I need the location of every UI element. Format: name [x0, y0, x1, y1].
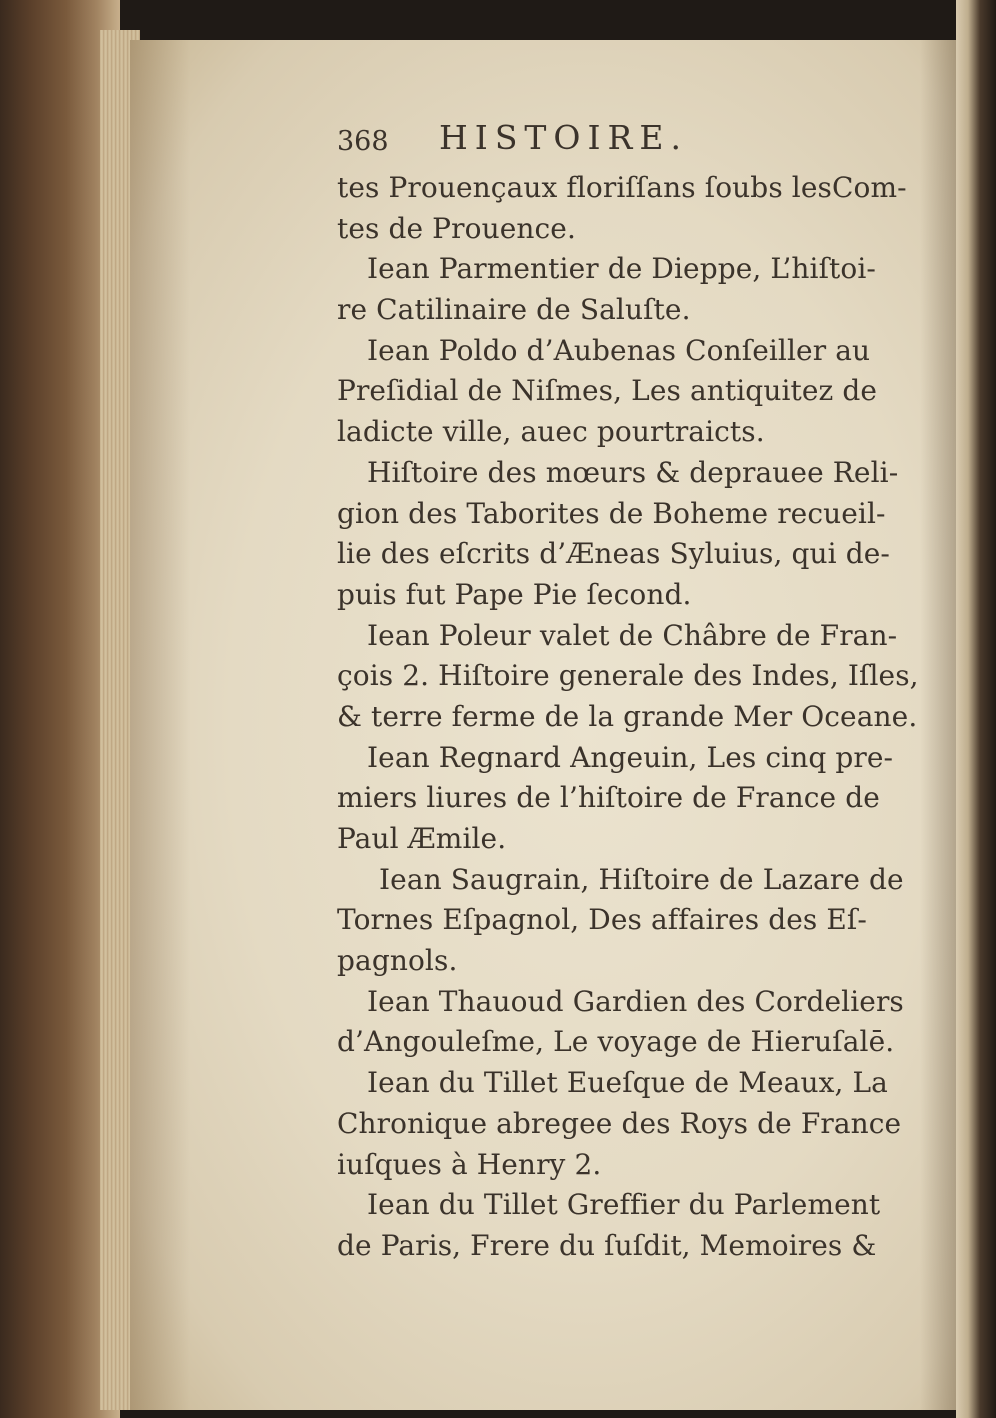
text-line: puis fut Pape Pie ſecond.	[337, 577, 692, 611]
text-line: lie des eſcrits d’Æneas Syluius, qui de-	[337, 537, 890, 571]
text-line: tes Prouençaux floriſſans ſoubs lesCom-	[337, 171, 907, 204]
text-line: tes de Prouence.	[337, 211, 576, 245]
text-line: Preſidial de Niſmes, Les antiquitez de	[337, 374, 878, 408]
text-line: de Paris, Frere du ſuſdit, Memoires &	[337, 1228, 877, 1262]
page-number: 368	[337, 126, 389, 157]
text-line: Tornes Eſpagnol, Des affaires des Eſ-	[337, 903, 867, 937]
text-line: Iean Saugrain, Hiſtoire de Lazare de	[379, 862, 904, 896]
text-line: re Catilinaire de Saluſte.	[337, 293, 691, 327]
text-line: Paul Æmile.	[337, 822, 507, 855]
text-line: d’Angouleſme, Le voyage de Hieruſalē.	[337, 1025, 895, 1059]
gutter-shadow	[130, 40, 190, 1410]
text-line: çois 2. Hiſtoire generale des Indes, Iſles,	[337, 659, 919, 693]
text-line: Hiſtoire des mœurs & deprauee Reli-	[367, 455, 899, 489]
text-line: pagnols.	[337, 944, 458, 978]
text-line: Iean Regnard Angeuin, Les cinq pre-	[367, 740, 894, 774]
running-title: HISTOIRE.	[439, 118, 688, 157]
body-text	[337, 168, 917, 1267]
text-line: Iean du Tillet Greffier du Parlement	[367, 1188, 881, 1222]
text-line: Iean Parmentier de Dieppe, L’hiſtoi-	[367, 252, 876, 286]
text-line: Iean Poldo d’Aubenas Conſeiller au	[367, 333, 871, 367]
text-line: & terre ferme de la grande Mer Oceane.	[337, 699, 918, 733]
text-line: Chronique abregee des Roys de France	[337, 1106, 902, 1140]
text-line: ladicte ville, auec pourtraicts.	[337, 415, 765, 449]
book-cover-right-edge	[956, 0, 996, 1418]
page-edge-shadow	[920, 40, 956, 1410]
text-line: Iean du Tillet Eueſque de Meaux, La	[367, 1066, 888, 1100]
text-line: miers liures de l’hiſtoire de France de	[337, 781, 880, 815]
text-line: iuſques à Henry 2.	[337, 1147, 602, 1181]
text-line: Iean Thauoud Gardien des Cordeliers	[367, 984, 904, 1018]
page-text-block	[337, 108, 917, 1267]
page-header	[337, 108, 917, 168]
text-line: Iean Poleur valet de Châbre de Fran-	[367, 618, 898, 652]
text-line: gion des Taborites de Boheme recueil-	[337, 496, 886, 530]
